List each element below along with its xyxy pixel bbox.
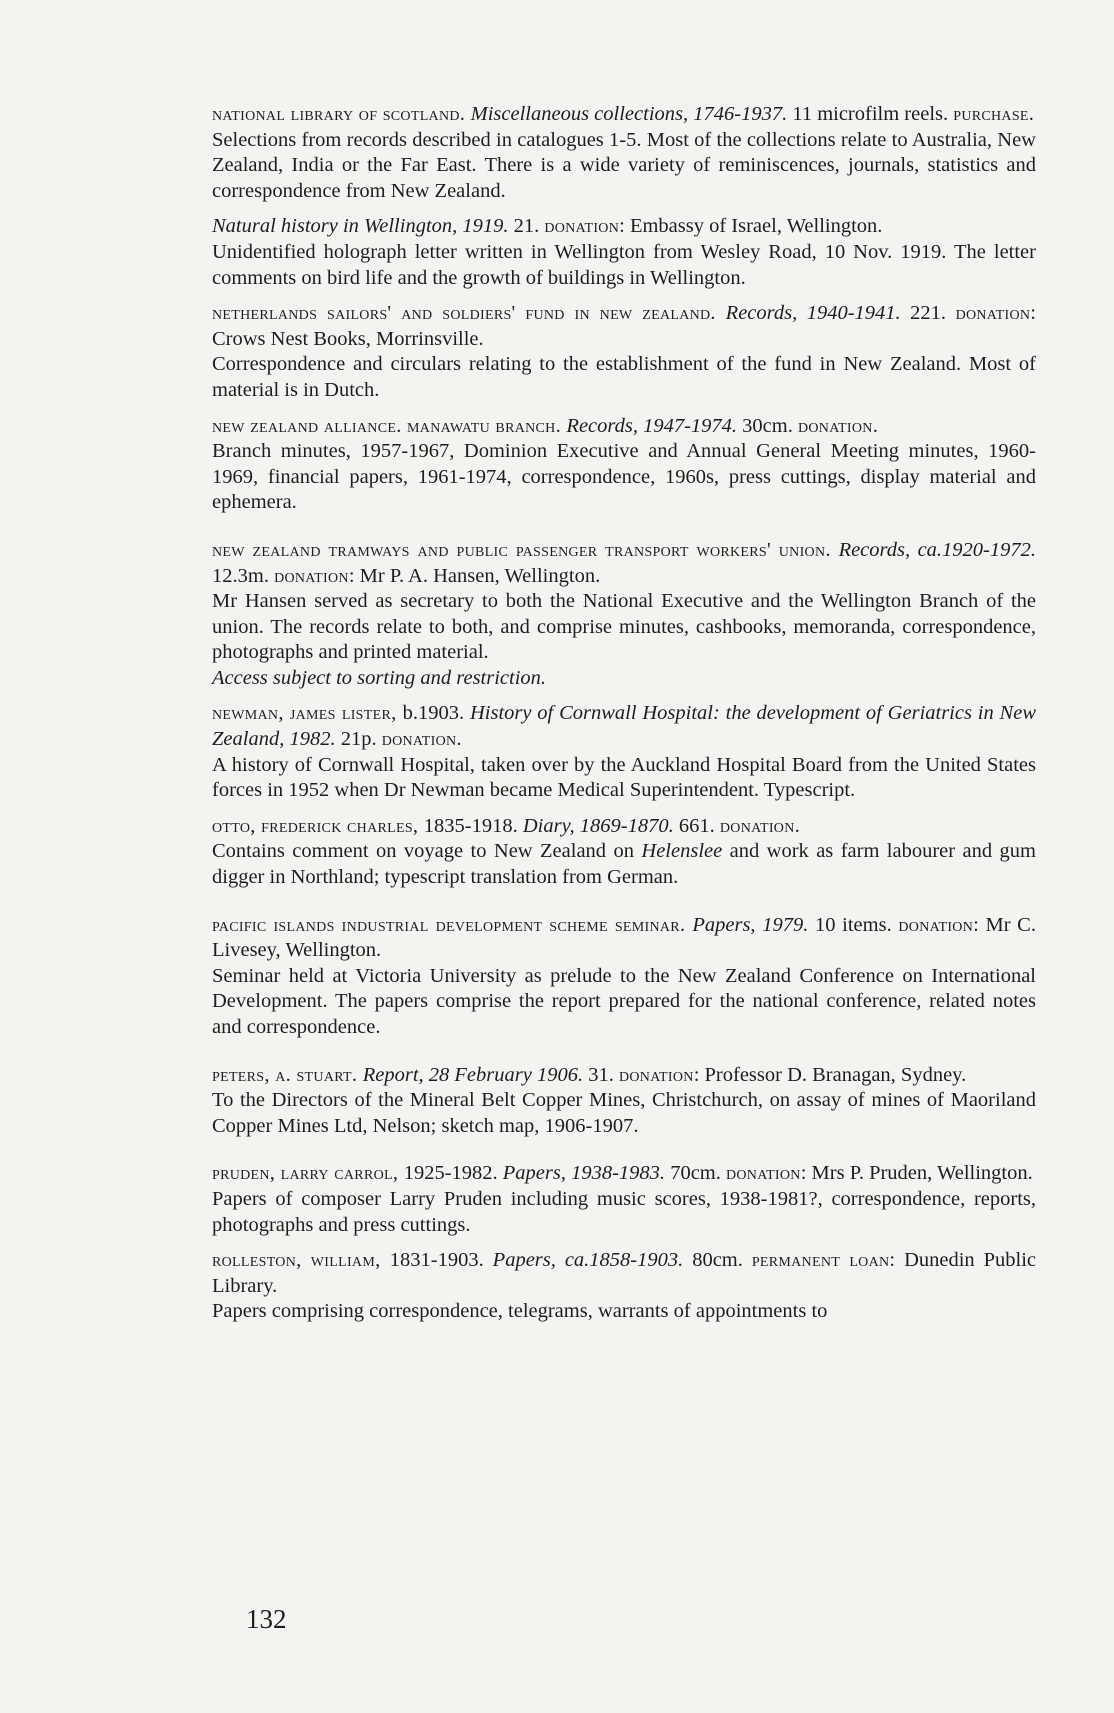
heading-segment: 1925-1982.	[403, 1162, 503, 1185]
entry-heading	[212, 1063, 1036, 1089]
heading-segment: donation.	[797, 414, 879, 437]
heading-segment: donation	[544, 215, 620, 238]
entry-description: Correspondence and circulars relating to the establishment of the fund in New Zealand. Most of material is in Dutch.	[212, 353, 1036, 401]
heading-segment: rolleston, william,	[212, 1249, 390, 1272]
heading-segment: Papers, ca.1858-1903.	[492, 1249, 684, 1272]
catalogue-entry	[212, 1248, 1036, 1325]
entry-heading	[212, 913, 1036, 964]
access-note: Access subject to sorting and restriction.	[212, 666, 547, 689]
heading-segment: 70cm.	[665, 1162, 726, 1185]
heading-segment: : Mr C. Livesey, Wellington.	[212, 913, 1036, 962]
entry-description: Unidentified holograph letter written in Wellington from Wesley Road, 10 Nov. 1919. The letter comments on bird life and the growth of buildings in Wellington.	[212, 240, 1036, 289]
heading-segment: donation.	[381, 728, 462, 751]
entry-heading	[212, 102, 1036, 128]
heading-segment: donation	[898, 913, 974, 936]
heading-segment: 80cm.	[683, 1249, 752, 1272]
heading-segment: donation	[618, 1063, 694, 1086]
heading-segment: 11 microfilm reels.	[787, 103, 954, 125]
heading-segment: peters, a. stuart.	[212, 1063, 363, 1086]
heading-segment: : Dunedin Public Library.	[212, 1249, 1037, 1297]
heading-segment: Diary, 1869-1870.	[522, 814, 674, 837]
entry-description: Seminar held at Victoria University as prelude to the New Zealand Conference on International Development. The papers comprise the report prepared for the national conference, related notes and correspondence.	[212, 964, 1036, 1038]
heading-segment: Records, 1947-1974.	[566, 414, 738, 437]
heading-segment: b.1903.	[402, 702, 470, 725]
heading-segment: 30cm.	[737, 414, 798, 437]
heading-segment: new zealand tramways and public passenger transport workers' union.	[212, 538, 839, 561]
description-segment: Helenslee	[641, 840, 723, 863]
catalogue-entry	[212, 814, 1036, 891]
heading-segment: : Professor D. Branagan, Sydney.	[693, 1063, 967, 1086]
entry-description: To the Directors of the Mineral Belt Copper Mines, Christchurch, on assay of mines of Maoriland Copper Mines Ltd, Nelson; sketch map, 1906-1907.	[212, 1089, 1036, 1137]
entry-heading	[212, 538, 1036, 589]
heading-segment: donation	[274, 564, 349, 587]
heading-segment: Report, 28 February 1906.	[362, 1063, 584, 1086]
entry-heading	[212, 214, 1036, 240]
entry-description: Mr Hansen served as secretary to both the National Executive and the Wellington Branch of the union. The records relate to both, and comprise minutes, cashbooks, memoranda, correspondence, photographs and printed material.	[212, 590, 1036, 664]
heading-segment: Papers, 1979.	[692, 913, 809, 936]
heading-segment: Natural history in Wellington, 1919.	[212, 215, 509, 238]
entry-heading	[212, 414, 1036, 440]
catalogue-entry	[212, 301, 1036, 403]
heading-segment: 1831-1903.	[389, 1249, 493, 1272]
description-segment: Contains comment on voyage to New Zealand on	[212, 840, 642, 863]
catalogue-entry	[212, 414, 1036, 516]
heading-segment: : Embassy of Israel, Wellington.	[619, 215, 883, 238]
catalogue-entry	[212, 214, 1036, 291]
heading-segment: : Mrs P. Pruden, Wellington.	[800, 1162, 1033, 1185]
entry-description: A history of Cornwall Hospital, taken over by the Auckland Hospital Board from the United States forces in 1952 when Dr Newman became Medical Superintendent. Typescript.	[212, 753, 1036, 802]
entry-description: Papers comprising correspondence, telegrams, warrants of appointments to	[212, 1300, 828, 1323]
heading-segment: 661.	[673, 814, 720, 837]
heading-segment: national library of scotland.	[212, 103, 471, 125]
heading-segment: 1835-1918.	[423, 814, 523, 837]
entry-heading	[212, 814, 1036, 840]
entry-heading	[212, 1161, 1036, 1187]
catalogue-page	[212, 102, 1036, 1335]
entry-description: Branch minutes, 1957-1967, Dominion Executive and Annual General Meeting minutes, 1960-1969, financial papers, 1961-1974, correspondence, 1960s, press cuttings, display material and ephemera.	[212, 440, 1036, 514]
heading-segment: 21.	[508, 215, 545, 238]
entry-heading	[212, 701, 1036, 752]
heading-segment: Miscellaneous collections, 1746-1937.	[470, 103, 788, 125]
heading-segment: Records, ca.1920-1972.	[838, 538, 1036, 561]
heading-segment: purchase.	[953, 103, 1035, 125]
entry-description: Selections from records described in catalogues 1-5. Most of the collections relate to Australia, New Zealand, India or the Far East. There is a wide variety of reminiscences, journals, statistics and correspondence from New Zealand.	[212, 128, 1036, 202]
heading-segment: 10 items.	[808, 913, 899, 936]
catalogue-entry	[212, 701, 1036, 803]
entry-description: Papers of composer Larry Pruden including music scores, 1938-1981?, correspondence, reports, photographs and press cuttings.	[212, 1187, 1036, 1236]
heading-segment: 221.	[900, 302, 956, 325]
catalogue-entry	[212, 1161, 1036, 1238]
heading-segment: permanent loan	[751, 1249, 890, 1272]
heading-segment: new zealand alliance. manawatu branch.	[212, 414, 567, 437]
heading-segment: History of Cornwall Hospital: the development of Geriatrics in New Zealand, 1982.	[212, 702, 1036, 751]
entry-description	[212, 839, 1036, 890]
heading-segment: donation	[955, 302, 1031, 325]
heading-segment: 31.	[583, 1063, 619, 1086]
catalogue-entry	[212, 102, 1036, 204]
heading-segment: 21p.	[335, 728, 382, 751]
heading-segment: 12.3m.	[212, 564, 275, 587]
catalogue-entry	[212, 538, 1036, 692]
heading-segment: : Mr P. A. Hansen, Wellington.	[348, 564, 601, 587]
heading-segment: newman, james lister,	[212, 702, 403, 725]
heading-segment: : Crows Nest Books, Morrinsville.	[212, 302, 1036, 350]
description-segment: and work as farm labourer and gum digger in Northland; typescript translation from German.	[212, 840, 1036, 889]
heading-segment: pacific islands industrial development scheme seminar.	[212, 913, 693, 936]
heading-segment: otto, frederick charles,	[212, 814, 424, 837]
heading-segment: donation	[725, 1162, 801, 1185]
heading-segment: donation.	[719, 814, 801, 837]
catalogue-entry	[212, 1063, 1036, 1140]
heading-segment: pruden, larry carrol,	[212, 1162, 404, 1185]
heading-segment: Records, 1940-1941.	[725, 302, 901, 325]
page-number: 132	[246, 1604, 287, 1634]
heading-segment: netherlands sailors' and soldiers' fund in new zealand.	[212, 302, 726, 325]
catalogue-entry	[212, 913, 1036, 1041]
entry-heading	[212, 301, 1036, 352]
heading-segment: Papers, 1938-1983.	[502, 1162, 666, 1185]
entry-heading	[212, 1248, 1036, 1299]
